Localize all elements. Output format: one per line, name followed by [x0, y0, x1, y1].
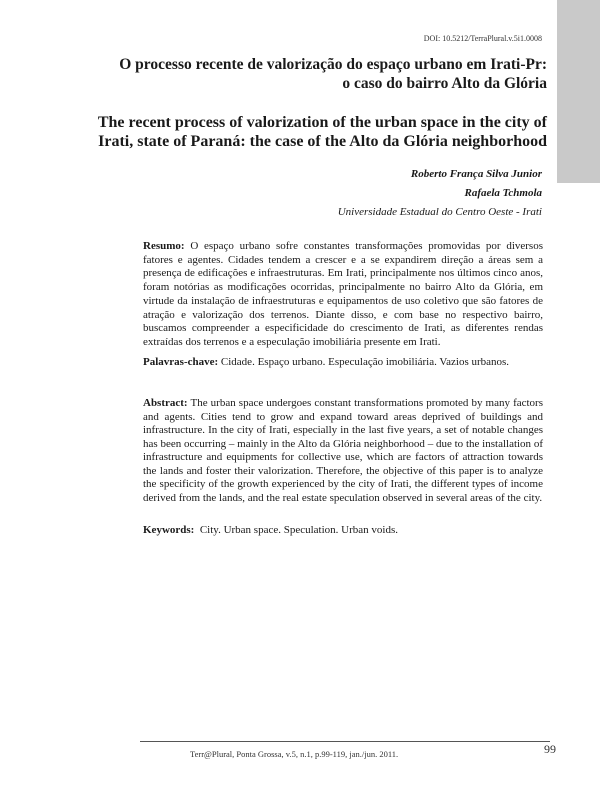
- keywords-portuguese-text: Cidade. Espaço urbano. Especulação imobiliária. Vazios urbanos.: [220, 356, 510, 368]
- title-portuguese-line-1: O processo recente de valorização do espaço urbano em Irati-Pr:: [119, 56, 547, 73]
- title-portuguese: [60, 55, 547, 93]
- abstract-english: [143, 397, 543, 505]
- keywords-english-text: City. Urban space. Speculation. Urban voids.: [199, 524, 398, 536]
- keywords-english-label: Keywords:: [143, 524, 195, 536]
- abstract-portuguese: [143, 240, 543, 350]
- keywords-portuguese: [143, 356, 543, 370]
- author-name-1: Roberto França Silva Junior: [410, 168, 542, 180]
- keywords-portuguese-label: Palavras-chave:: [143, 356, 219, 368]
- abstract-english-label: Abstract:: [143, 397, 188, 409]
- title-portuguese-line-2: o caso do bairro Alto da Glória: [342, 75, 547, 92]
- page-number: 99: [544, 742, 556, 756]
- author-affiliation: Universidade Estadual do Centro Oeste - Irati: [337, 206, 542, 218]
- footer-citation: Terr@Plural, Ponta Grossa, v.5, n.1, p.99-119, jan./jun. 2011.: [190, 749, 399, 759]
- keywords-english: [143, 524, 543, 538]
- doi-label: DOI: 10.5212/TerraPlural.v.5i1.0008: [423, 34, 542, 43]
- abstract-english-text: The urban space undergoes constant transformations promoted by many factors and agents. Cities tend to grow and expand toward areas deprived of buildings and infrastructure. In the city of Irati, especially in the last five years, a set of notable changes has been occurring – mainly in the Alto da Glória neighborhood – due to the installation of infrastructure and equipments for collective use, which are factors of attraction towards the lands and foster their valorization. Therefore, the objective of this paper is to analyze the specificity of the growth experienced by the city of Irati, the different types of income derived from the lands, and the real estate speculation observed in several areas of the city.: [143, 397, 543, 504]
- title-english-line-2: Irati, state of Paraná: the case of the Alto da Glória neighborhood: [98, 133, 547, 150]
- footer-divider: [140, 741, 550, 742]
- abstract-portuguese-label: Resumo:: [143, 240, 185, 252]
- abstract-portuguese-text: O espaço urbano sofre constantes transformações promovidas por diversos fatores e agentes. Cidades tendem a crescer e a se expandirem direção a áreas sem a presença de edificações e infraestruturas. Em Irati, principalmente nos últimos cinco anos, foram notórias as modificações ocorridas, principalmente no bairro Alto da Glória, em virtude da instalação de infraestruturas e equipamentos de uso coletivo que são fatores de atração e valorização dos terrenos. Diante disso, e com base no respectivo bairro, buscamos compreender a especificidade do crescimento de Irati, as diferentes rendas extraídas dos terrenos e a especulação imobiliária presente em Irati.: [143, 240, 543, 348]
- decorative-side-bar: [557, 0, 600, 183]
- title-english-line-1: The recent process of valorization of the urban space in the city of: [97, 114, 547, 131]
- title-english: [40, 113, 547, 151]
- author-name-2: Rafaela Tchmola: [464, 187, 542, 199]
